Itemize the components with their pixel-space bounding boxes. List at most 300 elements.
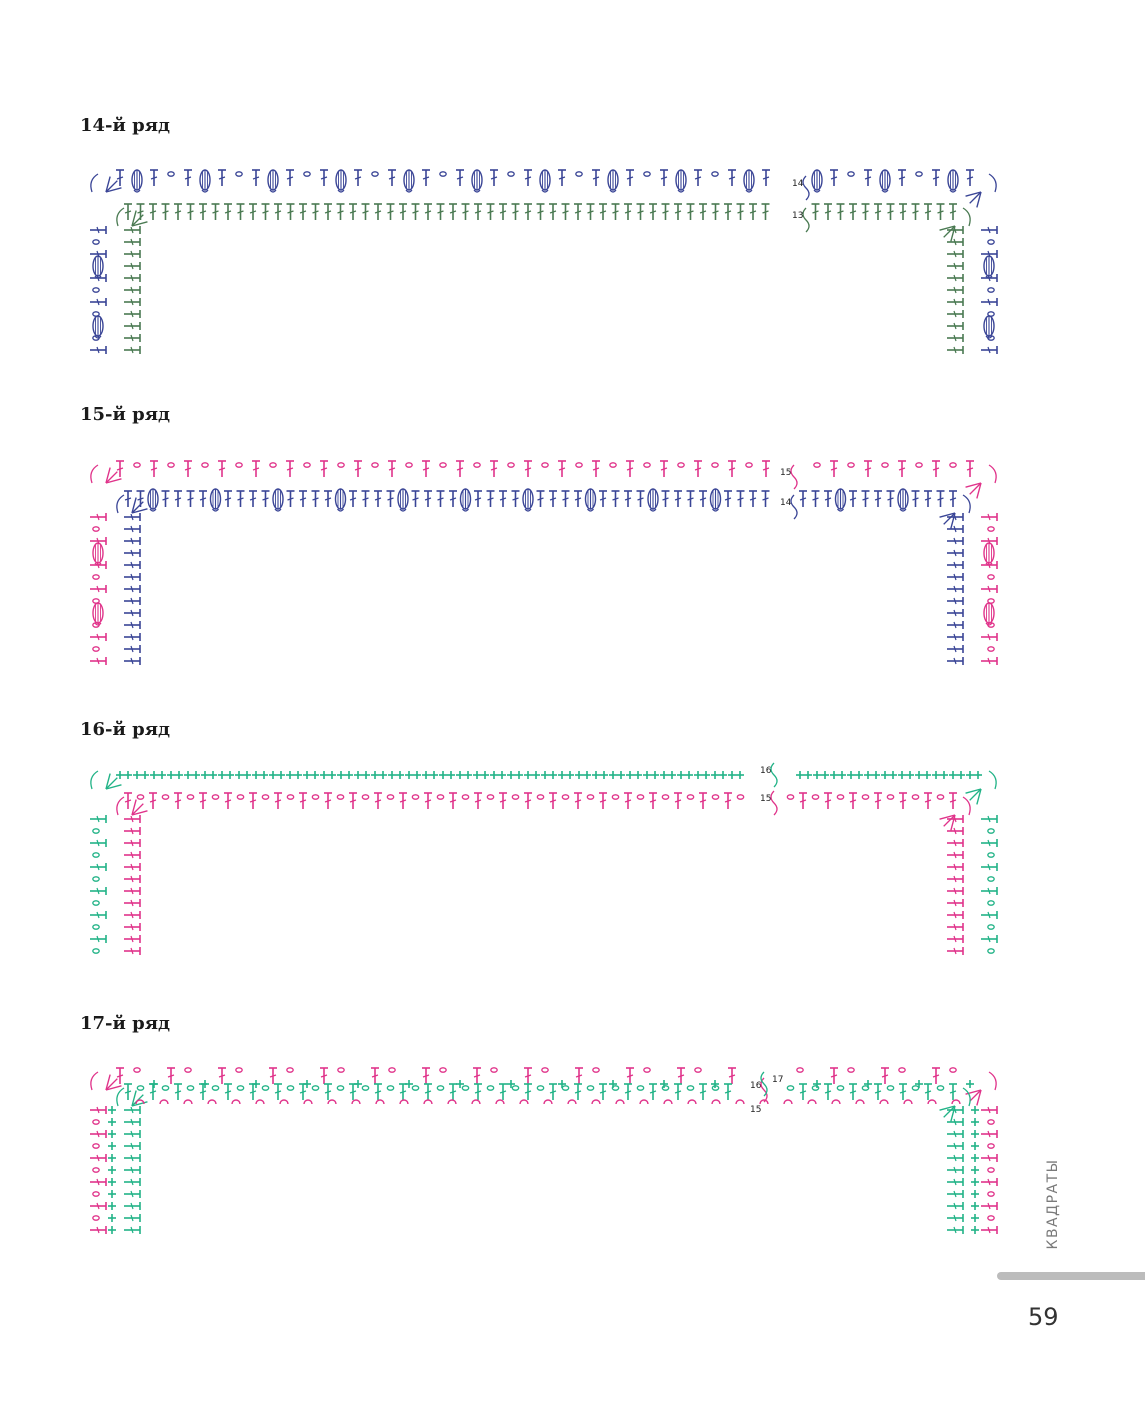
single-crochet-symbol: [345, 771, 353, 779]
double-crochet-symbol: [947, 250, 963, 258]
double-crochet-symbol: [124, 911, 140, 919]
double-crochet-symbol: [90, 1202, 106, 1210]
single-crochet-symbol: [677, 771, 685, 779]
bobble-stitch-symbol: [898, 489, 908, 511]
single-crochet-symbol: [940, 771, 948, 779]
double-crochet-symbol: [124, 310, 140, 318]
chain-stitch-symbol: [262, 795, 268, 799]
single-crochet-symbol: [515, 771, 523, 779]
double-crochet-symbol: [947, 298, 963, 306]
double-crochet-symbol: [824, 491, 832, 507]
double-crochet-symbol: [299, 204, 307, 220]
double-crochet-symbol: [624, 491, 632, 507]
double-crochet-symbol: [150, 170, 158, 186]
double-crochet-symbol: [124, 1130, 140, 1138]
single-crochet-symbol: [685, 771, 693, 779]
picot-symbol: [568, 1100, 576, 1104]
double-crochet-symbol: [587, 204, 595, 220]
double-crochet-symbol: [947, 1130, 963, 1138]
double-crochet-symbol: [90, 839, 106, 847]
chain-stitch-symbol: [134, 463, 140, 467]
chain-stitch-symbol: [187, 795, 193, 799]
double-crochet-symbol: [674, 1084, 682, 1100]
double-crochet-symbol: [981, 935, 997, 943]
double-crochet-symbol: [947, 525, 963, 533]
double-crochet-symbol: [524, 461, 532, 477]
chain-stitch-symbol: [644, 1068, 650, 1072]
chain-stitch-symbol: [887, 795, 893, 799]
double-crochet-symbol: [737, 491, 745, 507]
picot-symbol: [688, 1100, 696, 1104]
chain-stitch-symbol: [787, 795, 793, 799]
double-crochet-symbol: [949, 1084, 957, 1100]
bobble-stitch-symbol: [523, 489, 533, 511]
single-crochet-symbol: [872, 771, 880, 779]
double-crochet-symbol: [320, 1068, 328, 1084]
chain-stitch-symbol: [797, 1068, 803, 1072]
double-crochet-symbol: [662, 491, 670, 507]
chain-stitch-symbol: [899, 1068, 905, 1072]
double-crochet-symbol: [90, 657, 106, 665]
double-crochet-symbol: [812, 491, 820, 507]
row-17-diagram: [80, 1050, 1010, 1245]
double-crochet-symbol: [830, 461, 838, 477]
double-crochet-symbol: [674, 491, 682, 507]
double-crochet-symbol: [124, 851, 140, 859]
double-crochet-symbol: [575, 1068, 583, 1084]
chain-stitch-symbol: [644, 172, 650, 176]
single-crochet-symbol: [294, 771, 302, 779]
chain-stitch-symbol: [338, 463, 344, 467]
double-crochet-symbol: [660, 170, 668, 186]
chain-stitch-symbol: [637, 795, 643, 799]
double-crochet-symbol: [124, 238, 140, 246]
double-crochet-symbol: [677, 1068, 685, 1084]
corner-fan-symbol: [940, 208, 971, 241]
double-crochet-symbol: [149, 793, 157, 809]
chain-stitch-symbol: [440, 463, 446, 467]
single-crochet-symbol: [592, 771, 600, 779]
double-crochet-symbol: [981, 911, 997, 919]
bobble-stitch-symbol: [984, 256, 994, 278]
chain-stitch-symbol: [988, 527, 994, 531]
double-crochet-symbol: [537, 204, 545, 220]
chain-stitch-symbol: [695, 1068, 701, 1072]
chain-stitch-symbol: [93, 575, 99, 579]
double-crochet-symbol: [981, 863, 997, 871]
chain-stitch-symbol: [950, 1068, 956, 1072]
chain-stitch-symbol: [988, 1192, 994, 1196]
chain-stitch-symbol: [988, 829, 994, 833]
double-crochet-symbol: [849, 793, 857, 809]
single-crochet-symbol: [626, 771, 634, 779]
single-crochet-symbol: [464, 771, 472, 779]
double-crochet-symbol: [184, 170, 192, 186]
double-crochet-symbol: [487, 204, 495, 220]
double-crochet-symbol: [592, 170, 600, 186]
chain-stitch-symbol: [916, 463, 922, 467]
single-crochet-symbol: [269, 771, 277, 779]
double-crochet-symbol: [124, 274, 140, 282]
picot-symbol: [640, 1100, 648, 1104]
chain-stitch-symbol: [93, 1120, 99, 1124]
chain-stitch-symbol: [93, 527, 99, 531]
bobble-stitch-symbol: [744, 170, 754, 192]
double-crochet-symbol: [237, 204, 245, 220]
double-crochet-symbol: [699, 491, 707, 507]
double-crochet-symbol: [462, 204, 470, 220]
double-crochet-symbol: [449, 204, 457, 220]
double-crochet-symbol: [286, 461, 294, 477]
single-crochet-symbol: [456, 771, 464, 779]
single-crochet-symbol: [971, 1166, 979, 1174]
double-crochet-symbol: [899, 793, 907, 809]
double-crochet-symbol: [599, 491, 607, 507]
chain-stitch-symbol: [837, 795, 843, 799]
double-crochet-symbol: [947, 657, 963, 665]
single-crochet-symbol: [133, 771, 141, 779]
chain-stitch-symbol: [93, 1168, 99, 1172]
page-bar: [997, 1272, 1145, 1280]
row-15-title: 15-й ряд: [80, 404, 171, 425]
double-crochet-symbol: [947, 633, 963, 641]
double-crochet-symbol: [90, 1178, 106, 1186]
double-crochet-symbol: [362, 491, 370, 507]
chain-stitch-symbol: [988, 240, 994, 244]
double-crochet-symbol: [237, 491, 245, 507]
single-crochet-symbol: [108, 1178, 116, 1186]
double-crochet-symbol: [424, 793, 432, 809]
double-crochet-symbol: [924, 204, 932, 220]
row-16-diagram: [80, 755, 1010, 965]
chain-stitch-symbol: [637, 1086, 643, 1090]
double-crochet-symbol: [124, 262, 140, 270]
chain-stitch-symbol: [610, 463, 616, 467]
chain-stitch-symbol: [814, 463, 820, 467]
double-crochet-symbol: [449, 491, 457, 507]
single-crochet-symbol: [971, 1178, 979, 1186]
chain-stitch-symbol: [372, 172, 378, 176]
double-crochet-symbol: [299, 793, 307, 809]
double-crochet-symbol: [124, 1202, 140, 1210]
double-crochet-symbol: [474, 491, 482, 507]
double-crochet-symbol: [824, 793, 832, 809]
double-crochet-symbol: [124, 549, 140, 557]
double-crochet-symbol: [124, 573, 140, 581]
crochet-frame: [90, 1068, 997, 1234]
double-crochet-symbol: [90, 1130, 106, 1138]
double-crochet-symbol: [912, 491, 920, 507]
picot-symbol: [856, 1100, 864, 1104]
double-crochet-symbol: [837, 204, 845, 220]
double-crochet-symbol: [199, 491, 207, 507]
chain-stitch-symbol: [712, 463, 718, 467]
single-crochet-symbol: [490, 771, 498, 779]
double-crochet-symbol: [399, 204, 407, 220]
double-crochet-symbol: [947, 851, 963, 859]
double-crochet-symbol: [612, 491, 620, 507]
double-crochet-symbol: [947, 537, 963, 545]
double-crochet-symbol: [724, 491, 732, 507]
double-crochet-symbol: [524, 1084, 532, 1100]
double-crochet-symbol: [90, 1106, 106, 1114]
single-crochet-symbol: [422, 771, 430, 779]
chain-stitch-symbol: [387, 795, 393, 799]
chain-stitch-symbol: [687, 1086, 693, 1090]
double-crochet-symbol: [981, 1154, 997, 1162]
double-crochet-symbol: [947, 310, 963, 318]
double-crochet-symbol: [412, 204, 420, 220]
double-crochet-symbol: [162, 204, 170, 220]
corner-fan-symbol: [91, 1072, 122, 1090]
chain-stitch-symbol: [287, 1068, 293, 1072]
chain-stitch-symbol: [562, 1086, 568, 1090]
double-crochet-symbol: [558, 461, 566, 477]
double-crochet-symbol: [218, 461, 226, 477]
double-crochet-symbol: [762, 491, 770, 507]
row-14-title: 14-й ряд: [80, 115, 171, 136]
chain-stitch-symbol: [862, 795, 868, 799]
single-crochet-symbol: [439, 771, 447, 779]
single-crochet-symbol: [971, 1214, 979, 1222]
single-crochet-symbol: [108, 1130, 116, 1138]
double-crochet-symbol: [388, 170, 396, 186]
double-crochet-symbol: [174, 1084, 182, 1100]
double-crochet-symbol: [124, 346, 140, 354]
double-crochet-symbol: [549, 491, 557, 507]
double-crochet-symbol: [812, 204, 820, 220]
single-crochet-symbol: [966, 1080, 974, 1088]
double-crochet-symbol: [424, 204, 432, 220]
picot-symbol: [880, 1100, 888, 1104]
chain-stitch-symbol: [848, 463, 854, 467]
double-crochet-symbol: [374, 491, 382, 507]
double-crochet-symbol: [724, 204, 732, 220]
double-crochet-symbol: [849, 1084, 857, 1100]
chain-stitch-symbol: [362, 795, 368, 799]
single-crochet-symbol: [804, 771, 812, 779]
chain-stitch-symbol: [134, 1068, 140, 1072]
double-crochet-symbol: [124, 1226, 140, 1234]
single-crochet-symbol: [201, 771, 209, 779]
slip-stitch-join-symbol: [771, 763, 777, 787]
double-crochet-symbol: [90, 863, 106, 871]
double-crochet-symbol: [124, 633, 140, 641]
single-crochet-symbol: [108, 1142, 116, 1150]
single-crochet-symbol: [124, 771, 132, 779]
single-crochet-symbol: [889, 771, 897, 779]
single-crochet-symbol: [736, 771, 744, 779]
double-crochet-symbol: [981, 298, 997, 306]
double-crochet-symbol: [966, 461, 974, 477]
picot-symbol: [376, 1100, 384, 1104]
double-crochet-symbol: [862, 204, 870, 220]
double-crochet-symbol: [947, 549, 963, 557]
double-crochet-symbol: [947, 887, 963, 895]
double-crochet-symbol: [499, 1084, 507, 1100]
single-crochet-symbol: [320, 771, 328, 779]
double-crochet-symbol: [649, 1084, 657, 1100]
single-crochet-symbol: [158, 771, 166, 779]
double-crochet-symbol: [312, 491, 320, 507]
single-crochet-symbol: [971, 1154, 979, 1162]
single-crochet-symbol: [328, 771, 336, 779]
single-crochet-symbol: [405, 771, 413, 779]
double-crochet-symbol: [512, 491, 520, 507]
double-crochet-symbol: [981, 346, 997, 354]
single-crochet-symbol: [957, 771, 965, 779]
chain-stitch-symbol: [587, 1086, 593, 1090]
chain-stitch-symbol: [93, 1192, 99, 1196]
double-crochet-symbol: [887, 204, 895, 220]
double-crochet-symbol: [437, 204, 445, 220]
double-crochet-symbol: [674, 793, 682, 809]
single-crochet-symbol: [847, 771, 855, 779]
single-crochet-symbol: [971, 1142, 979, 1150]
double-crochet-symbol: [249, 793, 257, 809]
single-crochet-symbol: [235, 771, 243, 779]
double-crochet-symbol: [824, 204, 832, 220]
double-crochet-symbol: [124, 1154, 140, 1162]
double-crochet-symbol: [947, 911, 963, 919]
chain-stitch-symbol: [412, 1086, 418, 1090]
bobble-stitch-symbol: [880, 170, 890, 192]
double-crochet-symbol: [474, 204, 482, 220]
double-crochet-symbol: [737, 204, 745, 220]
double-crochet-symbol: [224, 1084, 232, 1100]
bobble-stitch-symbol: [540, 170, 550, 192]
double-crochet-symbol: [252, 461, 260, 477]
chain-stitch-symbol: [848, 172, 854, 176]
double-crochet-symbol: [90, 1154, 106, 1162]
single-crochet-symbol: [337, 771, 345, 779]
crochet-frame: [90, 170, 997, 354]
double-crochet-symbol: [490, 170, 498, 186]
double-crochet-symbol: [199, 793, 207, 809]
double-crochet-symbol: [947, 1202, 963, 1210]
picot-symbol: [208, 1100, 216, 1104]
double-crochet-symbol: [456, 170, 464, 186]
row-number-label: 15: [750, 1105, 762, 1115]
row-14-chart-svg: [80, 150, 1010, 370]
double-crochet-symbol: [424, 1084, 432, 1100]
double-crochet-symbol: [830, 1068, 838, 1084]
single-crochet-symbol: [971, 1106, 979, 1114]
double-crochet-symbol: [612, 204, 620, 220]
double-crochet-symbol: [90, 585, 106, 593]
picot-symbol: [280, 1100, 288, 1104]
single-crochet-symbol: [311, 771, 319, 779]
bobble-stitch-symbol: [93, 256, 103, 278]
double-crochet-symbol: [90, 346, 106, 354]
double-crochet-symbol: [574, 1084, 582, 1100]
chain-stitch-symbol: [512, 1086, 518, 1090]
picot-symbol: [616, 1100, 624, 1104]
double-crochet-symbol: [124, 815, 140, 823]
chain-stitch-symbol: [212, 795, 218, 799]
double-crochet-symbol: [424, 491, 432, 507]
double-crochet-symbol: [699, 1084, 707, 1100]
double-crochet-symbol: [124, 298, 140, 306]
double-crochet-symbol: [899, 204, 907, 220]
single-crochet-symbol: [711, 771, 719, 779]
single-crochet-symbol: [413, 771, 421, 779]
double-crochet-symbol: [947, 827, 963, 835]
double-crochet-symbol: [932, 170, 940, 186]
double-crochet-symbol: [624, 204, 632, 220]
double-crochet-symbol: [187, 491, 195, 507]
double-crochet-symbol: [299, 491, 307, 507]
bobble-stitch-symbol: [200, 170, 210, 192]
double-crochet-symbol: [412, 491, 420, 507]
double-crochet-symbol: [449, 1084, 457, 1100]
double-crochet-symbol: [354, 170, 362, 186]
double-crochet-symbol: [349, 793, 357, 809]
double-crochet-symbol: [124, 322, 140, 330]
double-crochet-symbol: [947, 645, 963, 653]
single-crochet-symbol: [694, 771, 702, 779]
double-crochet-symbol: [422, 461, 430, 477]
double-crochet-symbol: [90, 298, 106, 306]
chain-stitch-symbol: [437, 795, 443, 799]
chain-stitch-symbol: [988, 1216, 994, 1220]
picot-symbol: [424, 1100, 432, 1104]
single-crochet-symbol: [209, 771, 217, 779]
chain-stitch-symbol: [508, 463, 514, 467]
double-crochet-symbol: [626, 1068, 634, 1084]
chain-stitch-symbol: [988, 853, 994, 857]
single-crochet-symbol: [838, 771, 846, 779]
chain-stitch-symbol: [593, 1068, 599, 1072]
double-crochet-symbol: [599, 793, 607, 809]
double-crochet-symbol: [124, 250, 140, 258]
single-crochet-symbol: [167, 771, 175, 779]
double-crochet-symbol: [218, 1068, 226, 1084]
chain-stitch-symbol: [988, 949, 994, 953]
chain-stitch-symbol: [988, 288, 994, 292]
single-crochet-symbol: [388, 771, 396, 779]
double-crochet-symbol: [724, 793, 732, 809]
double-crochet-symbol: [90, 815, 106, 823]
single-crochet-symbol: [728, 771, 736, 779]
single-crochet-symbol: [507, 1080, 515, 1088]
slip-stitch-join-symbol: [791, 465, 797, 489]
chain-stitch-symbol: [93, 877, 99, 881]
double-crochet-symbol: [512, 204, 520, 220]
double-crochet-symbol: [262, 491, 270, 507]
double-crochet-symbol: [218, 170, 226, 186]
double-crochet-symbol: [162, 491, 170, 507]
double-crochet-symbol: [662, 204, 670, 220]
row-number-label: 14: [792, 179, 804, 189]
double-crochet-symbol: [947, 1178, 963, 1186]
double-crochet-symbol: [981, 633, 997, 641]
double-crochet-symbol: [947, 334, 963, 342]
chain-stitch-symbol: [212, 1086, 218, 1090]
double-crochet-symbol: [799, 1084, 807, 1100]
single-crochet-symbol: [634, 771, 642, 779]
chain-stitch-symbol: [542, 463, 548, 467]
single-crochet-symbol: [923, 771, 931, 779]
double-crochet-symbol: [473, 1068, 481, 1084]
double-crochet-symbol: [599, 1084, 607, 1100]
bobble-stitch-symbol: [812, 170, 822, 192]
double-crochet-symbol: [562, 491, 570, 507]
double-crochet-symbol: [167, 1068, 175, 1084]
double-crochet-symbol: [124, 1084, 132, 1100]
chain-stitch-symbol: [712, 795, 718, 799]
single-crochet-symbol: [379, 771, 387, 779]
